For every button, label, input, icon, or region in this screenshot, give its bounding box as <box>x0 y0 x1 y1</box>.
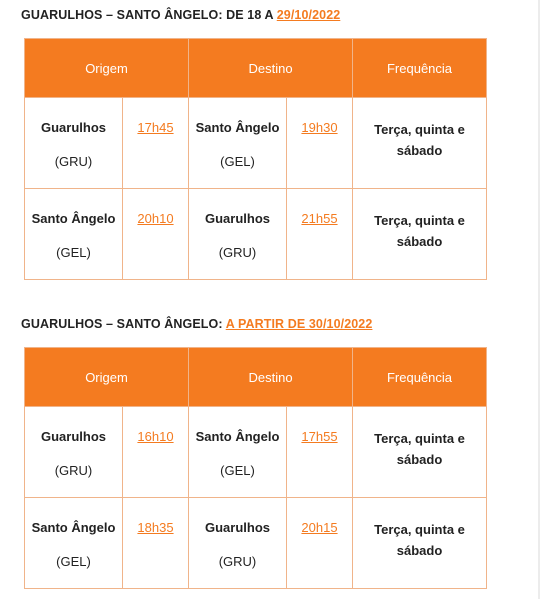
arrival-time-link[interactable]: 19h30 <box>301 120 338 135</box>
departure-time-link[interactable]: 16h10 <box>137 429 174 444</box>
section-1-title <box>21 8 340 22</box>
table-row <box>25 189 487 280</box>
destination-cell <box>189 98 287 189</box>
arrival-cell <box>287 498 353 589</box>
frequency-cell <box>353 498 487 589</box>
frequency-text: Terça, quinta e sábado <box>374 522 465 558</box>
origin-code: (GEL) <box>56 244 91 260</box>
arrival-cell <box>287 98 353 189</box>
destination-code: (GEL) <box>220 153 255 169</box>
departure-cell <box>123 407 189 498</box>
origin-code: (GRU) <box>54 153 93 169</box>
departure-cell <box>123 98 189 189</box>
frequency-text: Terça, quinta e sábado <box>374 122 465 158</box>
table-row <box>25 98 487 189</box>
table-header-row <box>25 348 487 407</box>
frequency-cell <box>353 189 487 280</box>
section-2-title <box>21 317 372 331</box>
header-origin: Origem <box>25 348 189 407</box>
origin-city: Guarulhos <box>40 429 106 444</box>
origin-code: (GEL) <box>56 553 91 569</box>
header-destination: Destino <box>189 348 353 407</box>
destination-city: Guarulhos <box>204 520 270 535</box>
departure-time-link[interactable]: 18h35 <box>137 520 174 535</box>
destination-cell <box>189 498 287 589</box>
origin-city: Santo Ângelo <box>31 211 116 226</box>
destination-city: Guarulhos <box>204 211 270 226</box>
destination-city: Santo Ângelo <box>195 120 280 135</box>
header-destination: Destino <box>189 39 353 98</box>
arrival-cell <box>287 189 353 280</box>
header-frequency: Frequência <box>353 39 487 98</box>
section-1-title-prefix: GUARULHOS – SANTO ÂNGELO: DE 18 A <box>21 8 277 22</box>
table-row <box>25 498 487 589</box>
origin-cell <box>25 498 123 589</box>
departure-time-link[interactable]: 20h10 <box>137 211 174 226</box>
origin-city: Santo Ângelo <box>31 520 116 535</box>
arrival-time-link[interactable]: 20h15 <box>301 520 338 535</box>
header-origin: Origem <box>25 39 189 98</box>
frequency-cell <box>353 98 487 189</box>
destination-cell <box>189 407 287 498</box>
destination-code: (GEL) <box>220 462 255 478</box>
departure-cell <box>123 189 189 280</box>
table-row <box>25 407 487 498</box>
header-frequency: Frequência <box>353 348 487 407</box>
arrival-time-link[interactable]: 17h55 <box>301 429 338 444</box>
origin-cell <box>25 189 123 280</box>
origin-city: Guarulhos <box>40 120 106 135</box>
destination-cell <box>189 189 287 280</box>
origin-code: (GRU) <box>54 462 93 478</box>
departure-time-link[interactable]: 17h45 <box>137 120 174 135</box>
schedule-table-2 <box>24 347 487 589</box>
origin-cell <box>25 98 123 189</box>
frequency-text: Terça, quinta e sábado <box>374 431 465 467</box>
arrival-cell <box>287 407 353 498</box>
departure-cell <box>123 498 189 589</box>
schedule-table-1 <box>24 38 487 280</box>
arrival-time-link[interactable]: 21h55 <box>301 211 338 226</box>
table-header-row <box>25 39 487 98</box>
section-2-date-link[interactable]: A PARTIR DE 30/10/2022 <box>225 317 373 331</box>
section-1-date-link[interactable]: 29/10/2022 <box>276 8 341 22</box>
origin-cell <box>25 407 123 498</box>
destination-code: (GRU) <box>218 553 257 569</box>
frequency-text: Terça, quinta e sábado <box>374 213 465 249</box>
section-2-title-prefix: GUARULHOS – SANTO ÂNGELO: <box>21 317 226 331</box>
destination-code: (GRU) <box>218 244 257 260</box>
frequency-cell <box>353 407 487 498</box>
destination-city: Santo Ângelo <box>195 429 280 444</box>
